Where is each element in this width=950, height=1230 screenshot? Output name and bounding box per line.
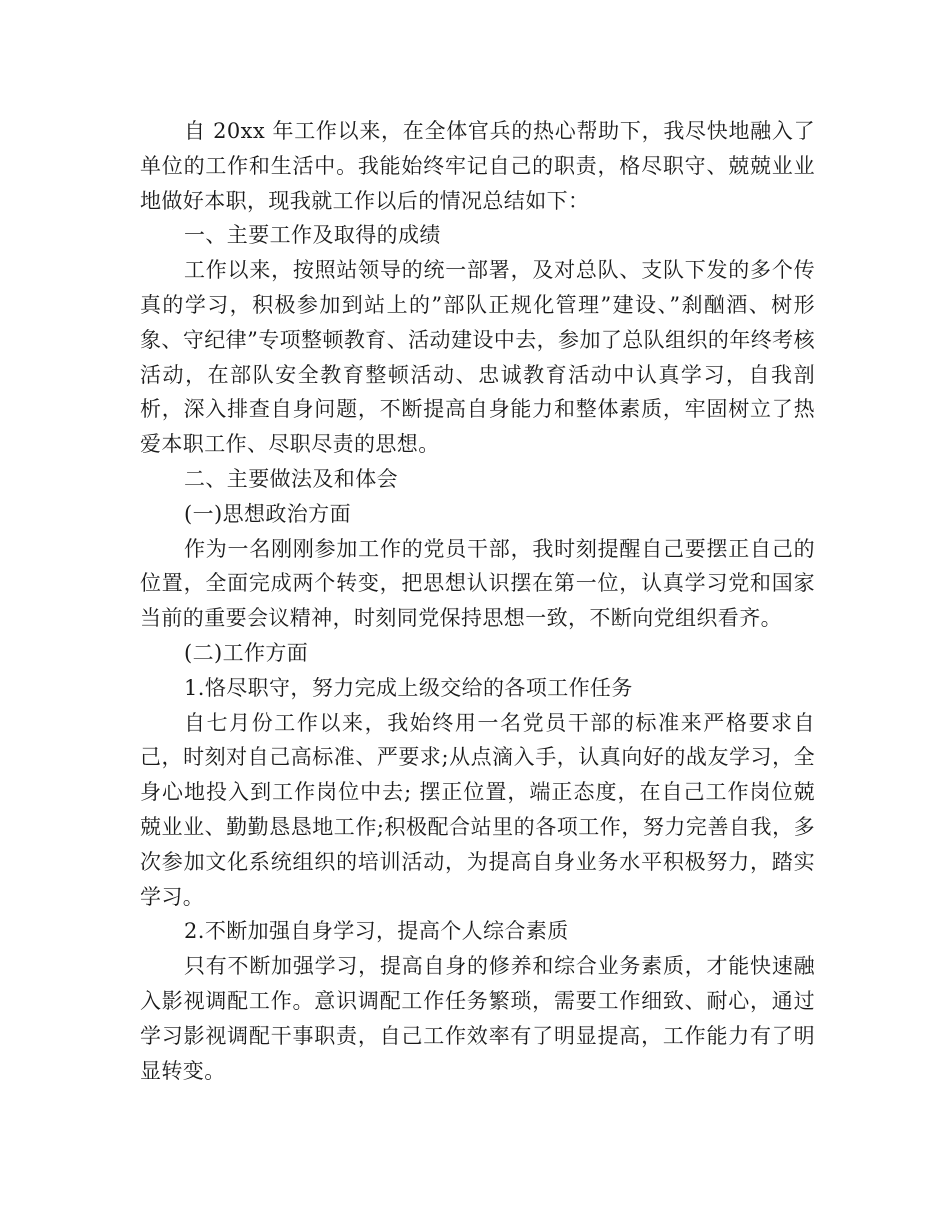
point-two-paragraph: 只有不断加强学习，提高自身的修养和综合业务素质，才能快速融入影视调配工作。意识调配工作任务繁琐，需要工作细致、耐心，通过学习影视调配干事职责，自己工作效率有了明显提高，工作能力有了明显转变。 <box>140 954 815 1083</box>
point-one-heading: 1.恪尽职守，努力完成上级交给的各项工作任务 <box>184 675 633 700</box>
subheading-ideology: (一)思想政治方面 <box>184 501 351 526</box>
point-two-heading: 2.不断加强自身学习，提高个人综合素质 <box>184 919 569 944</box>
intro-paragraph: 自 20xx 年工作以来，在全体官兵的热心帮助下，我尽快地融入了单位的工作和生活中。我能始终牢记自己的职责，格尽职守、兢兢业业地做好本职，现我就工作以后的情况总结如下： <box>140 119 815 213</box>
section-heading-methods: 二、主要做法及和体会 <box>184 466 398 491</box>
ideology-paragraph: 作为一名刚刚参加工作的党员干部，我时刻提醒自己要摆正自己的位置，全面完成两个转变，把思想认识摆在第一位，认真学习党和国家当前的重要会议精神，时刻同党保持思想一致，不断向党组织看齐。 <box>140 536 815 631</box>
point-one-paragraph: 自七月份工作以来，我始终用一名党员干部的标准来严格要求自己，时刻对自己高标准、严要求;从点滴入手，认真向好的战友学习，全身心地投入到工作岗位中去; 摆正位置，端正态度，在自己工作岗位兢兢业业、勤勤恳恳地工作;积极配合站里的各项工作，努力完善自我，多次参加文化系统组织的培训活动，为提高自身业务水平积极努力，踏实学习。 <box>140 710 815 909</box>
document-body <box>140 114 815 1088</box>
work-achievements-paragraph: 工作以来，按照站领导的统一部署，及对总队、支队下发的多个传真的学习，积极参加到站上的”部队正规化管理”建设、”刹酗酒、树形象、守纪律”专项整顿教育、活动建设中去，参加了总队组织的年终考核活动，在部队安全教育整顿活动、忠诚教育活动中认真学习，自我剖析，深入排查自身问题，不断提高自身能力和整体素质，牢固树立了热爱本职工作、尽职尽责的思想。 <box>140 258 815 457</box>
subheading-work: (二)工作方面 <box>184 640 309 665</box>
section-heading-main-work: 一、主要工作及取得的成绩 <box>184 223 441 248</box>
